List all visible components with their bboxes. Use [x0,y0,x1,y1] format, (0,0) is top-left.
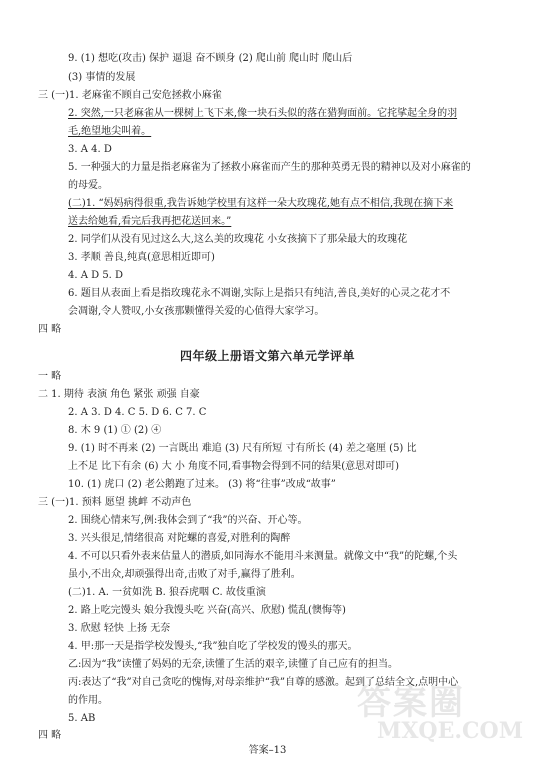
answer-line: 5. AB [68,713,96,724]
answer-line: 上不足 比下有余 (6) 大 小 角度不同,看事物会得到不同的结果(意思对即可) [68,461,400,472]
answer-line: 会凋谢,令人赞叹,小女孩那颗懂得关爱的心值得大家学习。 [68,306,325,317]
answer-line: 4. 甲:那一天是指学校发馒头,“我”独自吃了学校发的馒头的那天。 [68,641,358,652]
answer-line: 10. (1) 虎口 (2) 老公鹅跑了过来。 (3) 将“往事”改成“故事” [68,479,336,490]
watermark-url: MXQE.COM [377,718,524,744]
watermark-logo-text: 答案圈 [357,683,465,723]
answer-line: 二 1. 期待 表演 角色 紧张 顽强 自豪 [38,389,200,400]
answer-line: 8. 木 9 (1) ① (2) ④ [68,425,162,436]
answer-line: 毛,绝望地尖叫着。 [68,126,152,137]
answer-line: 三 (一)1. 预料 愿望 挑衅 不动声色 [38,497,192,508]
answer-line: 三 (一)1. 老麻雀不顾自己安危拯救小麻雀 [38,90,222,101]
answer-line: 送去给她看,看完后我再把花送回来。” [68,216,232,227]
answer-line: 丙:表达了“我”对自己贪吃的愧悔,对母亲维护“我”自尊的感激。起到了总结全文,点明中心 [68,677,459,688]
answer-line: 四 略 [38,730,62,741]
answer-line: 4. A D 5. D [68,270,124,281]
answer-line: 的母爱。 [68,180,108,191]
answer-line: 四 略 [38,324,62,335]
answer-line: 4. 不可以只看外表来估量人的潜质,如同海水不能用斗来测量。就像文中“我”的陀螺,个头 [68,551,458,562]
answer-line: 一 略 [38,371,62,382]
watermark-logo [357,675,524,744]
answer-line: 2. 同学们从没有见过这么大,这么美的玫瑰花 小女孩摘下了那朵最大的玫瑰花 [68,234,408,245]
page-number: 答案–13 [248,745,287,756]
answer-line: 3. 孝顺 善良,纯真(意思相近即可) [68,252,215,263]
answer-line: (3) 事情的发展 [68,72,136,83]
answer-line: 2. A 3. D 4. C 5. D 6. C 7. C [68,407,207,418]
answer-line: 2. 围绕心情来写,例:我体会到了“我”的兴奋、开心等。 [68,515,308,526]
answer-line: 3. 兴头很足,情绪很高 对陀螺的喜爱,对胜利的陶醉 [68,533,291,544]
answer-line: 虽小,不出众,却顽强得出奇,击败了对手,赢得了胜利。 [68,569,301,580]
answer-line: 3. 欣慰 轻快 上扬 无奈 [68,623,171,634]
answer-line: 2. 路上吃完馒头 娘分我馒头吃 兴奋(高兴、欣慰) 慌乱(懊悔等) [68,605,346,616]
answer-line: 的作用。 [68,695,108,706]
answer-line: 乙:因为“我”读懂了妈妈的无奈,读懂了生活的艰辛,读懂了自己应有的担当。 [68,659,398,670]
section-title: 四年级上册语文第六单元学评单 [179,349,355,363]
answer-line: 2. 突然,一只老麻雀从一棵树上飞下来,像一块石头似的落在猎狗面前。它挓挲起全身的羽 [68,108,458,119]
answer-line: 6. 题目从表面上看是指玫瑰花永不凋谢,实际上是指只有纯洁,善良,美好的心灵之花才不 [68,288,451,299]
answer-line: 9. (1) 时不再来 (2) 一言既出 难追 (3) 尺有所短 寸有所长 (4) 差之毫厘 (5) 比 [68,443,417,454]
answer-line: 3. A 4. D [68,144,112,155]
answer-line: (二)1. A. 一贫如洗 B. 狼吞虎咽 C. 故伎重演 [68,587,266,598]
answer-line: 5. 一种强大的力量是指老麻雀为了拯救小麻雀而产生的那种英勇无畏的精神以及对小麻雀的 [68,162,471,173]
answer-line: 9. (1) 想吃(攻击) 保护 逼退 奋不顾身 (2) 爬山前 爬山时 爬山后 [68,53,353,64]
answer-line: (二)1. “妈妈病得很重,我告诉她学校里有这样一朵大玫瑰花,她有点不相信,我现在摘下来 [68,198,454,209]
